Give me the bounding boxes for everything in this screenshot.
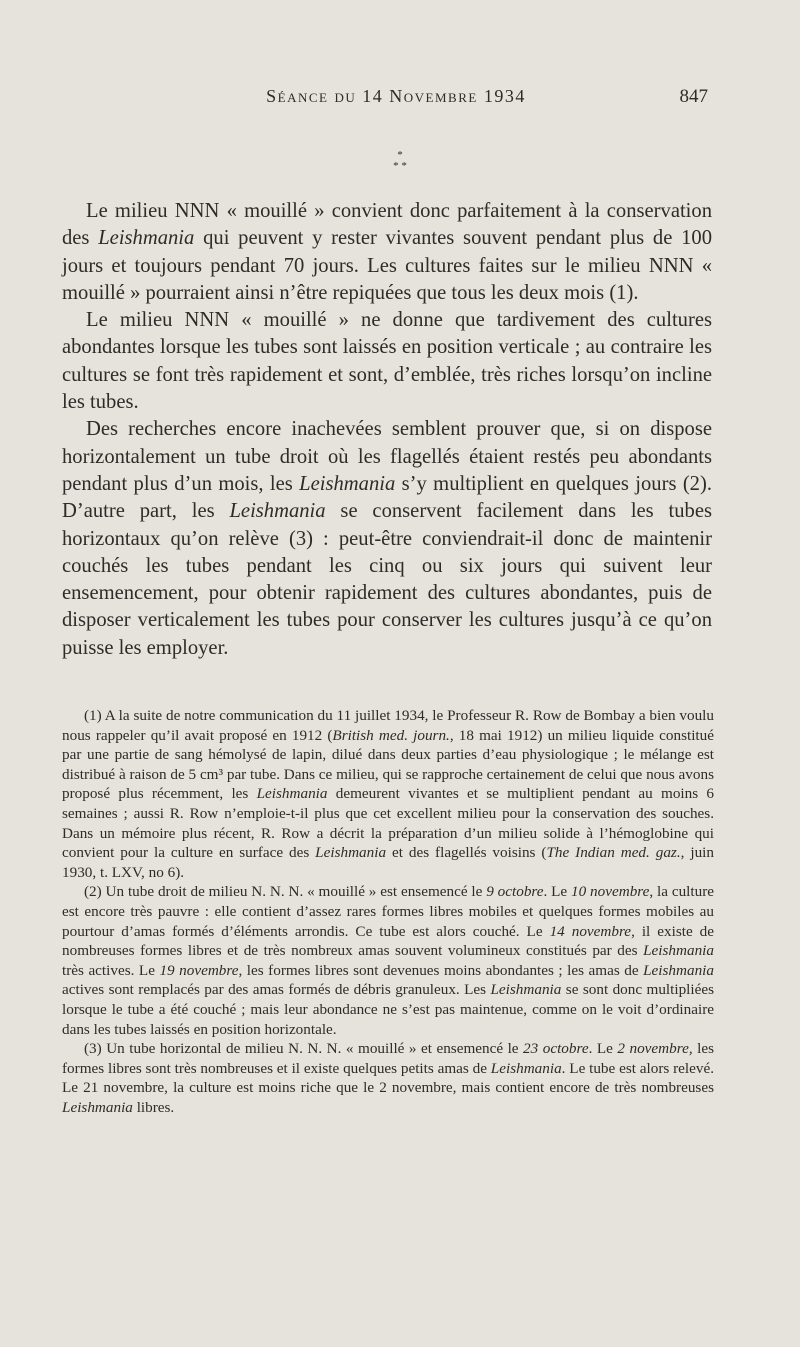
italic-date: 10 novembre: [571, 883, 650, 901]
page-number: 847: [679, 86, 708, 107]
text-run: , les formes libres sont devenues moins abondantes ; les amas de: [238, 961, 644, 979]
italic-term: Leishmania: [299, 472, 396, 495]
footnote-1: [62, 706, 714, 882]
text-run: demeurent vivantes et se multiplient pendant au moins 6 semaines ; aussi R. Row n’emploie-t-il plus que cet excellent milieu pour la conservation des souches. Dans un mémoire plus récent, R. Row a décrit la préparation d’un milieu solide à l’hémoglobine qui convient pour la culture en surface des: [62, 785, 715, 862]
text-run: , 18 mai 1912) un milieu liquide constitué par une partie de sang hémolysé de lapin, dilué dans deux parties d’eau physiologique ; le mélange est distribué à raison de 5 cm³ par tube. Dans ce milieu, qui se rapproche certainement de celui que nous avons proposé plus récemment, les: [62, 726, 714, 803]
paragraph-2: Le milieu NNN « mouillé » ne donne que tardivement des cultures abondantes lorsque les tubes sont laissés en position verticale ; au contraire les cultures se font très rapidement et sont, d’emblée, très riches lorsqu’on incline les tubes.: [62, 309, 712, 414]
italic-date: 9 octobre: [486, 883, 544, 901]
italic-term: Leishmania: [62, 1098, 133, 1116]
text-run: , la culture est encore très pauvre : elle contient d’assez rares formes libres mobiles et quelques formes mobiles au pourtour d’amas formés d’éléments arrondis. Ce tube est alors couché. Le: [62, 883, 715, 940]
text-run: qui peuvent y rester vivantes souvent pendant plus de 100 jours et toujours pendant 70 jours. Les cultures faites sur le milieu NNN « mouillé » pourraient ainsi n’être repiquées que tous les deux mois (1).: [62, 227, 712, 304]
footnote-2: [62, 882, 714, 1039]
asterism-bottom: * *: [393, 160, 407, 172]
text-run: . Le tube est alors relevé. Le 21 novembre, la culture est moins riche que le 2 novembre, mais contient encore de très nombreuses: [62, 1059, 715, 1097]
italic-term: Leishmania: [490, 981, 562, 999]
text-run: se sont donc multipliées lorsque le tube a été couché ; mais leur abondance ne s’est pas maintenue, comme on le voit d’ordinaire dans les tubes laissés en position horizontale.: [62, 981, 714, 1038]
text-run: libres.: [132, 1098, 175, 1116]
footnotes: [62, 706, 714, 1117]
italic-term: Leishmania: [256, 785, 328, 803]
italic-term: Leishmania: [98, 227, 195, 250]
italic-term: Leishmania: [643, 942, 714, 960]
asterism: [0, 150, 800, 172]
italic-date: 23 octobre: [523, 1040, 589, 1058]
italic-date: 14 novembre: [549, 922, 632, 940]
text-run: les formes libres sont très nombreuses et il existe quelques petits amas de: [62, 1040, 714, 1077]
text-run: . Le: [588, 1040, 618, 1058]
italic-term: Leishmania: [490, 1059, 562, 1077]
italic-citation: British med. journ.: [332, 726, 450, 744]
footnote-3: [62, 1039, 714, 1117]
page-header: [84, 86, 708, 116]
paragraph-1: [62, 198, 712, 307]
text-run: se conservent facilement dans les tubes horizontaux qu’on relève (3) : peut-être conviendrait-il donc de maintenir couchés les tubes pendant les cinq ou six jours qui suivent leur ensemencement, pour obtenir rapidement des cultures abondantes, puis de disposer verticalement les tubes pour conserver les cultures jusqu’à ce qu’on puisse les employer.: [62, 500, 713, 659]
body-text: [62, 198, 712, 662]
text-run: et des flagellés voisins (: [386, 844, 547, 862]
paragraph-3: [62, 416, 712, 662]
text-run: (3) Un tube horizontal de milieu N. N. N. « mouillé » et ensemencé le: [84, 1040, 524, 1058]
text-run: Des recherches encore inachevées semblent prouver que, si on dispose horizontalement un tube droit où les flagellés étaient restés peu abondants pendant plus d’un mois, les: [62, 418, 712, 495]
text-run: très actives. Le: [62, 961, 160, 979]
asterism-top: *: [397, 149, 403, 161]
text-run: , juin 1930, t. LXV, no 6).: [62, 844, 714, 881]
italic-date: 19 novembre: [159, 961, 239, 979]
italic-term: Leishmania: [229, 500, 326, 523]
text-run: (2) Un tube droit de milieu N. N. N. « mouillé » est ensemencé le: [84, 883, 487, 901]
italic-term: Leishmania: [643, 961, 714, 979]
text-run: (1) A la suite de notre communication du 11 juillet 1934, le Professeur R. Row de Bombay a bien voulu nous rappeler qu’il avait proposé en 1912 (: [62, 707, 714, 744]
running-title: Séance du 14 Novembre 1934: [266, 86, 526, 106]
text-run: , il existe de nombreuses formes libres et de très nombreux amas souvent volumineux constitués par des: [62, 922, 715, 960]
italic-citation: The Indian med. gaz.: [546, 844, 681, 862]
italic-term: Leishmania: [315, 844, 387, 862]
text-run: . Le: [543, 883, 572, 901]
text-run: s’y multiplient en quelques jours (2). D’autre part, les: [62, 472, 712, 523]
italic-date: 2 novembre,: [617, 1040, 693, 1058]
text-run: actives sont remplacés par des amas formés de débris granuleux. Les: [62, 981, 491, 999]
text-run: Le milieu NNN « mouillé » convient donc parfaitement à la conservation des: [62, 200, 712, 250]
